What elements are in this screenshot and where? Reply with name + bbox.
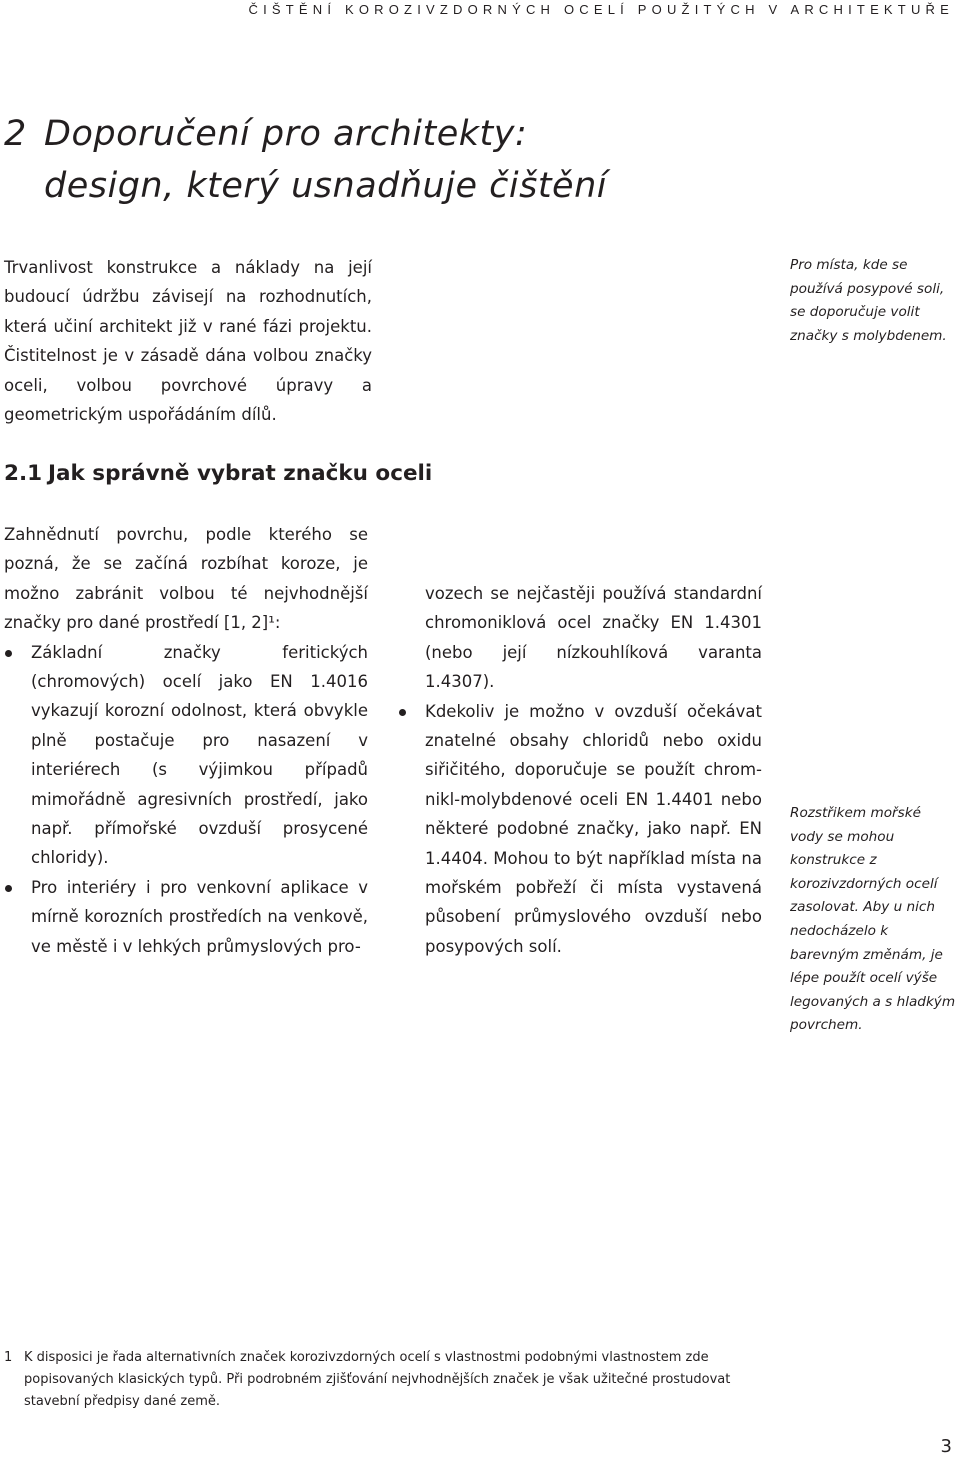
list-item — [4, 873, 368, 961]
intro-paragraph: Trvanlivost konstrukce a náklady na její budoucí údržbu závisejí na rozhodnutích, která učiní architekt již v rané fázi projektu. Čistitelnost je v zásadě dána volbou značky oceli, volbou povrchové úpravy a geometrickým uspořádáním dílů. — [4, 258, 372, 425]
chapter-title — [4, 108, 607, 212]
side-note-salt: Pro místa, kde se používá posypové soli, se doporučuje volit značky s molybdenem. — [790, 257, 947, 344]
footnote-text: K disposici je řada alternativních značek korozivzdorných ocelí s vlastnostmi podobnými vlastnostem zde popisovaných klasických typů. Při podrobném zjišťování nejvhodnějších značek je však užitečné prostudovat stavební předpisy dané země. — [24, 1350, 731, 1409]
chapter-title-line2: design, který usnadňuje čištění — [44, 166, 607, 206]
list-item-text: Základní značky feritických (chromových) ocelí jako EN 1.4016 vykazují korozní odolnost, která obvykle plně postačuje pro nasazení v interiérech (s výjimkou případů mimořádně agresivních prostředí, jako např. přímořské ovzduší prosycené chloridy). — [31, 642, 368, 868]
side-note-sea-water: Rozstřikem mořské vody se mohou konstrukce z korozivzdorných ocelí zasolovat. Aby u nich nedocházelo k barevným změnám, je lépe použít ocelí výše legovaných a s hladkým povrchem. — [790, 805, 956, 1034]
footnote — [4, 1347, 764, 1413]
section-heading — [4, 458, 432, 490]
bullet-icon — [5, 650, 12, 657]
bullet-list-right — [398, 697, 762, 962]
text-column-right — [398, 579, 762, 961]
list-item — [398, 697, 762, 962]
section-paragraph: Zahnědnutí povrchu, podle kterého se pozná, že se začíná rozbíhat koroze, je možno zabránit volbou té nejvhodnější značky pro dané prostředí [1, 2]¹: — [4, 525, 368, 633]
list-item-text: Pro interiéry i pro venkovní aplikace v mírně korozních prostředích na venkově, ve městě i v lehkých průmyslových pro- — [31, 877, 368, 956]
section-title: Jak správně vybrat značku oceli — [48, 461, 433, 486]
bullet-icon — [399, 709, 406, 716]
list-item-text: Kdekoliv je možno v ovzduší očekávat znatelné obsahy chloridů nebo oxidu siřičitého, doporučuje se použít chrom-nikl-molybdenové oceli EN 1.4401 nebo některé podobné značky, jako např. EN 1.4404. Mohou to být například místa na mořském pobřeží či místa vystavená působení průmyslového ovzduší nebo posypových solí. — [425, 701, 762, 956]
bullet-list-left — [4, 638, 368, 961]
bullet-icon — [5, 885, 12, 892]
text-column-left — [4, 520, 368, 961]
list-item — [4, 638, 368, 873]
list-item-continuation: vozech se nejčastěji používá standardní chromoniklová ocel značky EN 1.4301 (nebo její nízkouhlíková varanta 1.4307). — [425, 584, 762, 692]
chapter-title-line1: Doporučení pro architekty: — [44, 114, 528, 154]
section-number: 2.1 — [4, 461, 43, 486]
footnote-number: 1 — [4, 1350, 13, 1365]
chapter-number: 2 — [4, 114, 27, 154]
page-number: 3 — [940, 1436, 952, 1457]
running-header: ČIŠTĚNÍ KOROZIVZDORNÝCH OCELÍ POUŽITÝCH V ARCHITEKTUŘE — [248, 2, 954, 17]
